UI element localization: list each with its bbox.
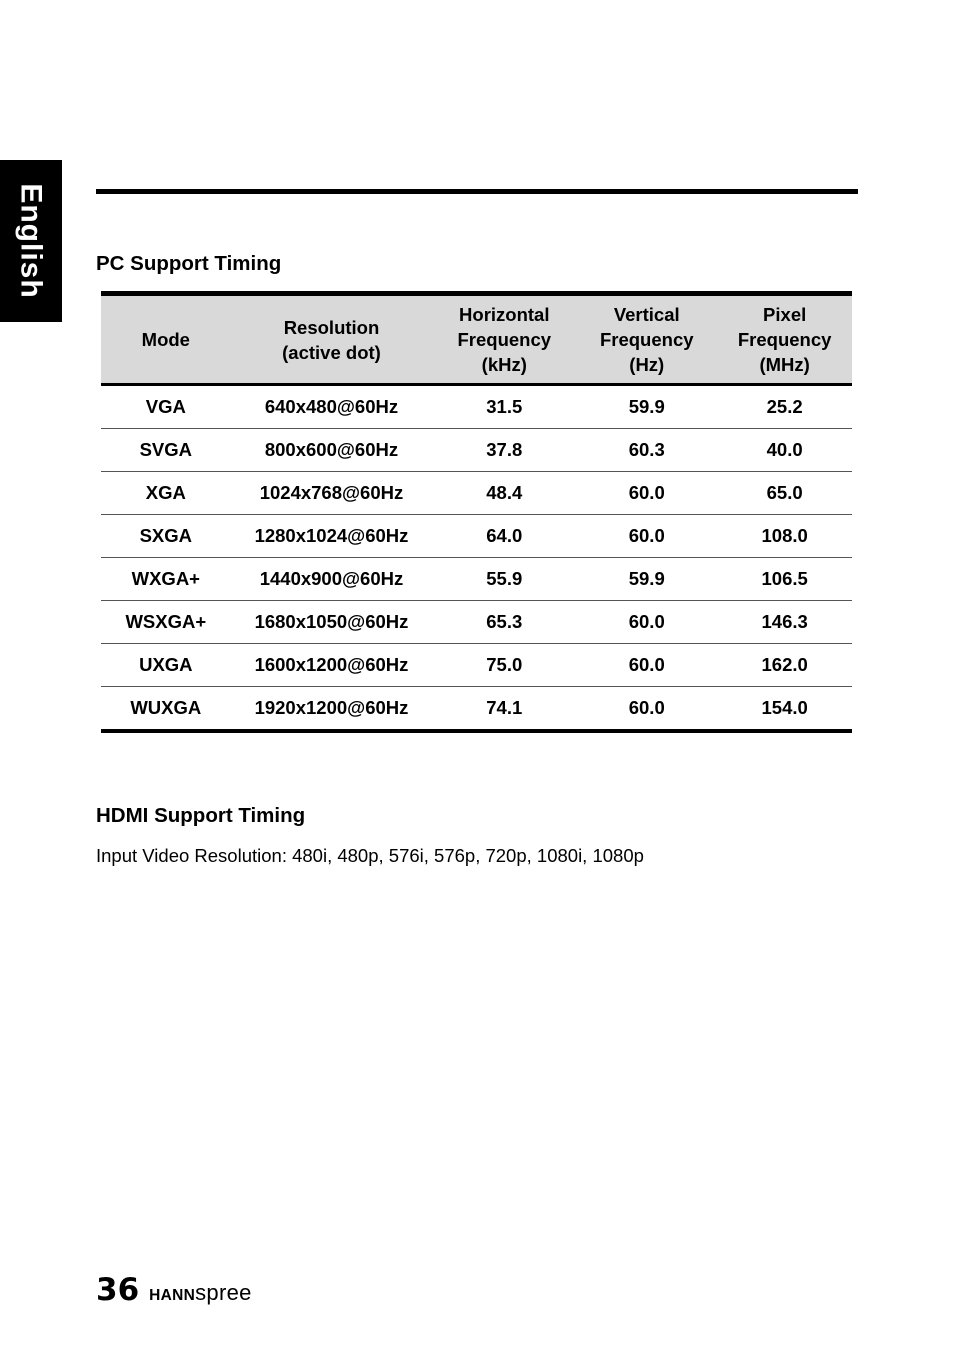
header-horizontal-frequency [432, 294, 576, 385]
table-row [101, 558, 852, 601]
cell-horizontal-frequency: 48.4 [432, 472, 576, 515]
cell-horizontal-frequency: 74.1 [432, 687, 576, 732]
header-line: Frequency [599, 329, 694, 350]
table-row [101, 472, 852, 515]
header-line: Resolution [283, 316, 380, 338]
cell-vertical-frequency: 59.9 [576, 558, 717, 601]
header-line: (MHz) [759, 354, 810, 375]
table-body [101, 385, 852, 732]
header-line: Horizontal [459, 304, 550, 325]
brand-logo [149, 1280, 252, 1306]
cell-pixel-frequency: 65.0 [717, 472, 852, 515]
cell-pixel-frequency: 108.0 [717, 515, 852, 558]
cell-pixel-frequency: 40.0 [717, 429, 852, 472]
cell-mode: XGA [101, 472, 231, 515]
cell-horizontal-frequency: 75.0 [432, 644, 576, 687]
cell-resolution: 1440x900@60Hz [231, 558, 433, 601]
cell-horizontal-frequency: 65.3 [432, 601, 576, 644]
cell-resolution: 1280x1024@60Hz [231, 515, 433, 558]
header-line: (active dot) [282, 341, 381, 363]
cell-horizontal-frequency: 64.0 [432, 515, 576, 558]
table-row [101, 515, 852, 558]
table-row [101, 644, 852, 687]
header-line: Pixel [763, 304, 807, 325]
cell-mode: WUXGA [101, 687, 231, 732]
pc-support-timing-title: PC Support Timing [96, 252, 282, 275]
cell-mode: VGA [101, 385, 231, 429]
page-footer [96, 1272, 252, 1308]
cell-vertical-frequency: 60.0 [576, 644, 717, 687]
cell-vertical-frequency: 59.9 [576, 385, 717, 429]
cell-horizontal-frequency: 31.5 [432, 385, 576, 429]
header-vertical-frequency [576, 294, 717, 385]
cell-pixel-frequency: 162.0 [717, 644, 852, 687]
header-pixel-frequency [717, 294, 852, 385]
cell-resolution: 1680x1050@60Hz [231, 601, 433, 644]
cell-pixel-frequency: 146.3 [717, 601, 852, 644]
cell-mode: SVGA [101, 429, 231, 472]
cell-vertical-frequency: 60.0 [576, 601, 717, 644]
table-row [101, 687, 852, 732]
cell-mode: SXGA [101, 515, 231, 558]
cell-vertical-frequency: 60.0 [576, 687, 717, 732]
header-line: Frequency [457, 329, 552, 350]
pc-timing-table [101, 291, 852, 733]
cell-resolution: 1920x1200@60Hz [231, 687, 433, 732]
cell-vertical-frequency: 60.0 [576, 472, 717, 515]
cell-mode: WXGA+ [101, 558, 231, 601]
header-line: Frequency [737, 329, 832, 350]
cell-vertical-frequency: 60.3 [576, 429, 717, 472]
table-row [101, 601, 852, 644]
brand-logo-light: spree [195, 1280, 252, 1305]
header-line: Vertical [613, 304, 680, 325]
brand-logo-bold: HANN [149, 1287, 196, 1304]
language-tab-label: English [15, 183, 48, 299]
cell-resolution: 800x600@60Hz [231, 429, 433, 472]
cell-pixel-frequency: 106.5 [717, 558, 852, 601]
table-header-row [101, 294, 852, 385]
cell-pixel-frequency: 25.2 [717, 385, 852, 429]
cell-resolution: 1024x768@60Hz [231, 472, 433, 515]
header-line: (Hz) [629, 354, 665, 375]
top-rule [96, 189, 858, 194]
cell-mode: WSXGA+ [101, 601, 231, 644]
header-resolution [231, 294, 433, 385]
cell-vertical-frequency: 60.0 [576, 515, 717, 558]
hdmi-resolution-text: Input Video Resolution: 480i, 480p, 576i, 576p, 720p, 1080i, 1080p [96, 845, 644, 866]
header-line: (kHz) [481, 354, 527, 375]
table-row [101, 429, 852, 472]
header-mode [101, 294, 231, 385]
cell-horizontal-frequency: 55.9 [432, 558, 576, 601]
cell-resolution: 640x480@60Hz [231, 385, 433, 429]
cell-pixel-frequency: 154.0 [717, 687, 852, 732]
cell-resolution: 1600x1200@60Hz [231, 644, 433, 687]
header-line: Mode [141, 329, 190, 350]
table-row [101, 385, 852, 429]
cell-horizontal-frequency: 37.8 [432, 429, 576, 472]
hdmi-support-timing-title: HDMI Support Timing [96, 804, 306, 827]
cell-mode: UXGA [101, 644, 231, 687]
language-tab [0, 160, 62, 322]
page-number: 36 [96, 1272, 140, 1308]
